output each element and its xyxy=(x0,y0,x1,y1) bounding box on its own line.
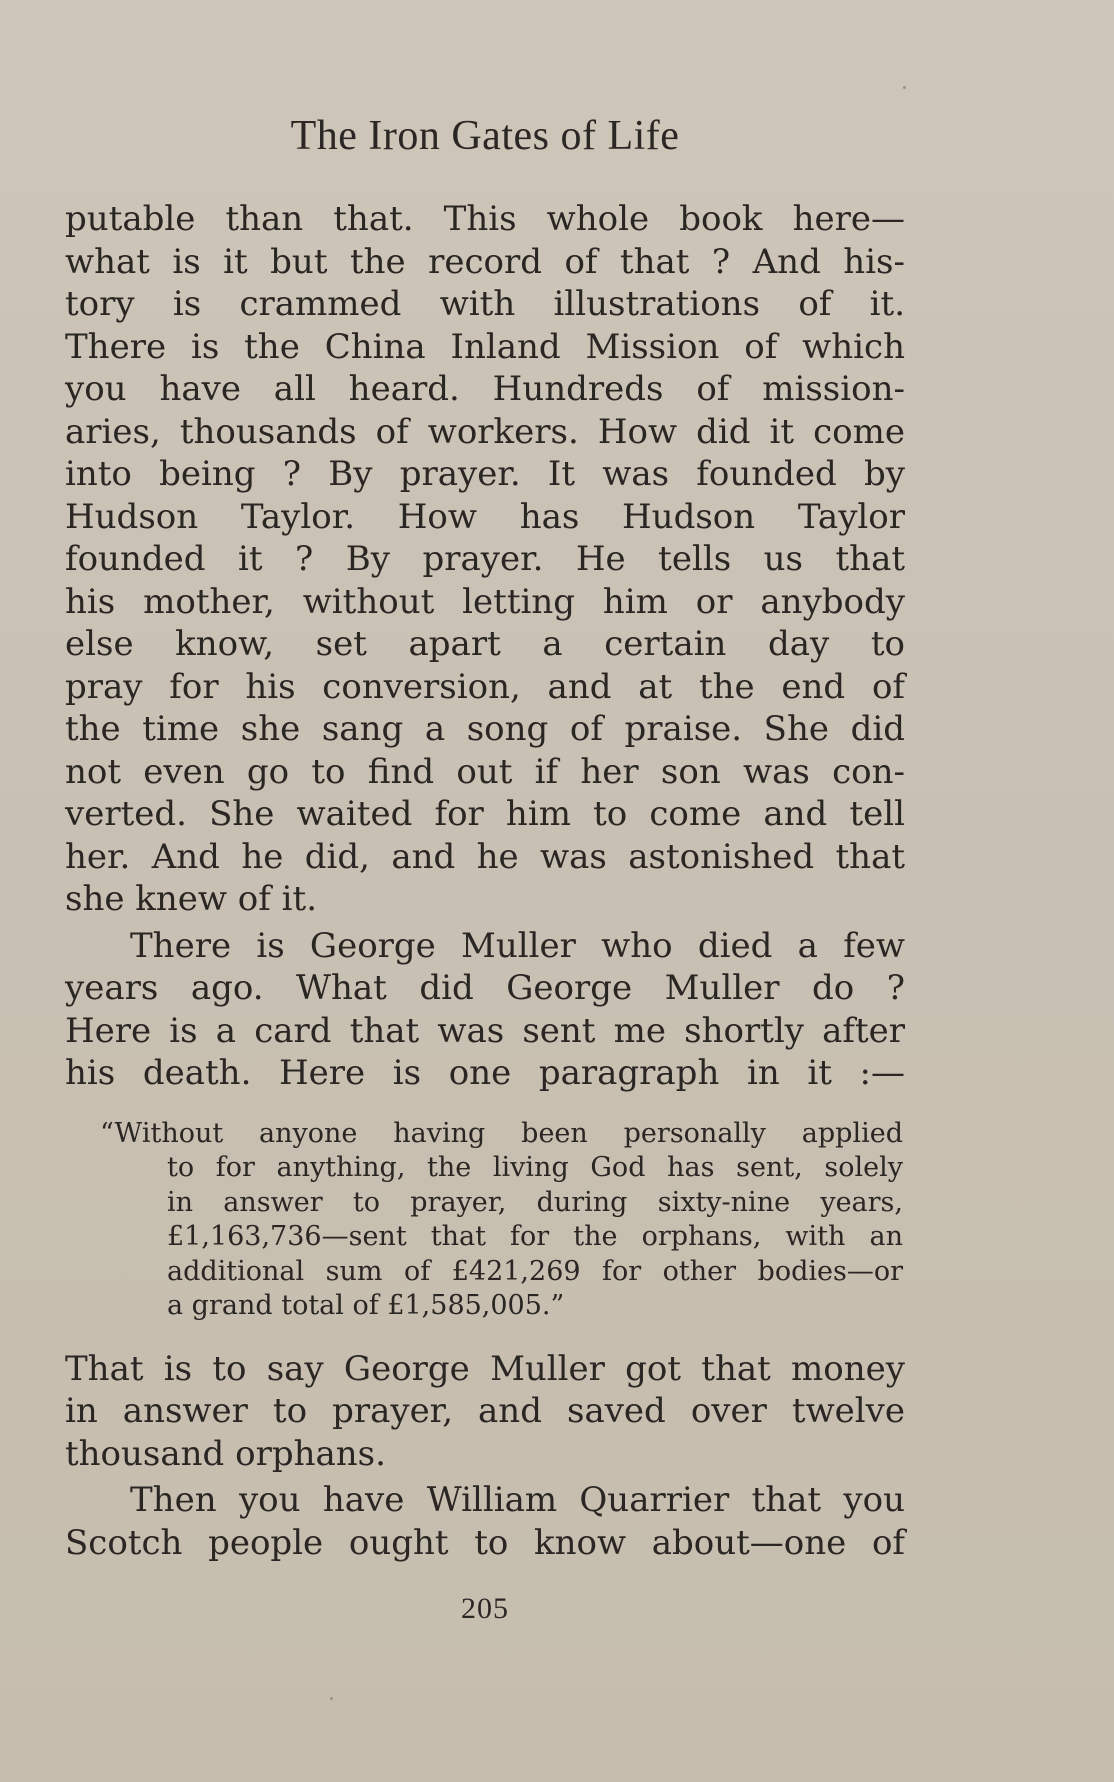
text-line: That is to say George Muller got that money xyxy=(65,1348,905,1389)
paragraph xyxy=(65,198,905,921)
text-line: into being ? By prayer. It was founded by xyxy=(65,454,905,494)
paragraph xyxy=(65,1348,905,1476)
text-line: else know, set apart a certain day to xyxy=(65,624,905,664)
text-line: you have all heard. Hundreds of mission- xyxy=(65,369,905,409)
text-line: what is it but the record of that ? And his- xyxy=(65,241,905,282)
text-line: putable than that. This whole book here— xyxy=(65,199,905,239)
quote-line: “Without anyone having been personally applied xyxy=(100,1117,903,1149)
quote-line: to for anything, the living God has sent, solely xyxy=(167,1152,903,1183)
paragraph xyxy=(65,925,905,1095)
quote-line: £1,163,736—sent that for the orphans, with an xyxy=(167,1221,903,1252)
text-line: Hudson Taylor. How has Hudson Taylor xyxy=(65,496,905,537)
text-line: Scotch people ought to know about—one of xyxy=(65,1522,905,1563)
text-line: in answer to prayer, and saved over twelve xyxy=(65,1391,905,1431)
paragraph xyxy=(65,1479,905,1564)
text-line: she knew of it. xyxy=(65,879,318,919)
body-text xyxy=(65,198,905,1564)
quote-line: in answer to prayer, during sixty-nine years, xyxy=(167,1186,903,1218)
quote-line: additional sum of £421,269 for other bodies—or xyxy=(167,1255,903,1287)
text-line: There is the China Inland Mission of which xyxy=(65,326,905,367)
text-line: verted. She waited for him to come and tell xyxy=(65,794,905,834)
text-line: years ago. What did George Muller do ? xyxy=(65,968,905,1008)
paper-speck xyxy=(330,1697,333,1700)
text-line: his death. Here is one paragraph in it :— xyxy=(65,1053,905,1093)
text-line: his mother, without letting him or anybody xyxy=(65,581,905,622)
running-head: The Iron Gates of Life xyxy=(290,113,680,159)
block-quote xyxy=(100,1117,903,1324)
paper-speck xyxy=(903,86,906,89)
text-line: tory is crammed with illustrations of it. xyxy=(65,284,905,324)
text-line: aries, thousands of workers. How did it come xyxy=(65,411,905,452)
text-line: Here is a card that was sent me shortly after xyxy=(65,1010,905,1051)
text-line: the time she sang a song of praise. She did xyxy=(65,709,905,749)
text-line: not even go to find out if her son was con- xyxy=(65,751,905,792)
text-line: her. And he did, and he was astonished that xyxy=(65,836,905,877)
quote-line: a grand total of £1,585,005.” xyxy=(167,1290,565,1321)
text-line: There is George Muller who died a few xyxy=(130,925,905,966)
text-line: founded it ? By prayer. He tells us that xyxy=(65,539,905,579)
text-line: pray for his conversion, and at the end of xyxy=(65,666,905,707)
text-line: Then you have William Quarrier that you xyxy=(130,1480,905,1520)
text-line: thousand orphans. xyxy=(65,1433,386,1474)
page-number: 205 xyxy=(461,1592,509,1625)
